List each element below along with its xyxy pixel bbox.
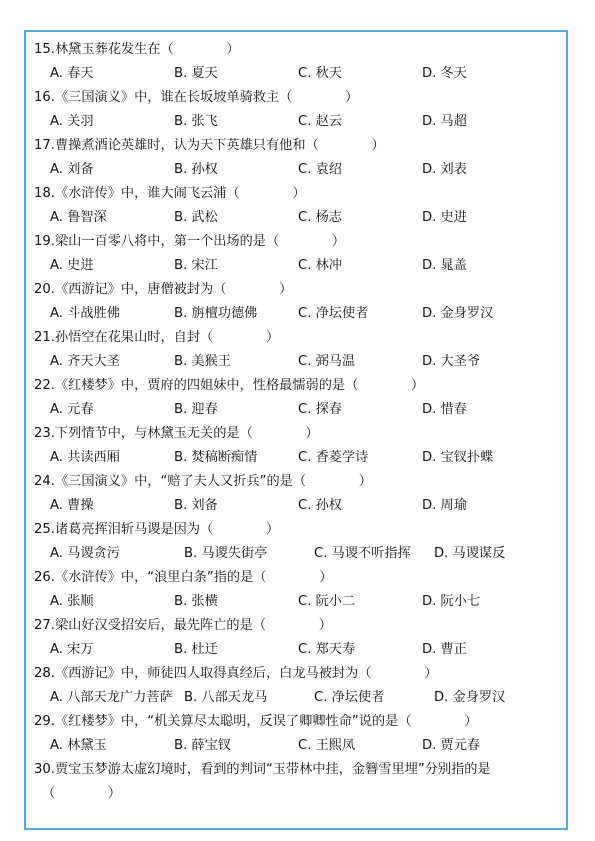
question-sheet: [34, 38, 564, 806]
option-b[interactable]: B. 八部天龙马: [184, 690, 268, 705]
question-25-text: 25.诸葛亮挥泪斩马谡是因为（ ）: [34, 522, 280, 537]
question-30-blank[interactable]: （ ）: [42, 786, 122, 801]
option-c[interactable]: C. 孙权: [298, 498, 342, 513]
option-c[interactable]: C. 马谡不听指挥: [314, 546, 411, 561]
question-28-text: 28.《西游记》中，师徒四人取得真经后，白龙马被封为（ ）: [34, 666, 438, 681]
question-30-text: 30.贾宝玉梦游太虚幻境时，看到的判词“玉带林中挂，金簪雪里埋”分别指的是: [34, 762, 491, 777]
option-d[interactable]: D. 金身罗汉: [434, 690, 506, 705]
option-b[interactable]: B. 张横: [174, 594, 218, 609]
option-b[interactable]: B. 夏天: [174, 66, 218, 81]
option-a[interactable]: A. 斗战胜佛: [50, 306, 120, 321]
option-row: [34, 590, 564, 614]
option-c[interactable]: C. 郑天寿: [298, 642, 356, 657]
option-b[interactable]: B. 焚稿断痴情: [174, 450, 258, 465]
option-row: [34, 110, 564, 134]
option-a[interactable]: A. 史进: [50, 258, 94, 273]
option-d[interactable]: D. 宝钗扑蝶: [422, 450, 494, 465]
option-c[interactable]: C. 林冲: [298, 258, 342, 273]
option-a[interactable]: A. 鲁智深: [50, 210, 107, 225]
option-d[interactable]: D. 周瑜: [422, 498, 467, 513]
option-b[interactable]: B. 杜迁: [174, 642, 218, 657]
option-a[interactable]: A. 马谡贪污: [50, 546, 120, 561]
question-21-text: 21.孙悟空在花果山时，自封（ ）: [34, 330, 280, 345]
option-b[interactable]: B. 宋江: [174, 258, 218, 273]
option-b[interactable]: B. 张飞: [174, 114, 218, 129]
option-b[interactable]: B. 孙权: [174, 162, 218, 177]
option-row: [34, 542, 564, 566]
option-d[interactable]: D. 金身罗汉: [422, 306, 494, 321]
option-row: [34, 446, 564, 470]
question-15-text: 15.林黛玉葬花发生在（ ）: [34, 42, 240, 57]
option-a[interactable]: A. 林黛玉: [50, 738, 107, 753]
option-a[interactable]: A. 元春: [50, 402, 94, 417]
option-row: [34, 158, 564, 182]
question-17-text: 17.曹操煮酒论英雄时，认为天下英雄只有他和（ ）: [34, 138, 385, 153]
option-b[interactable]: B. 迎春: [174, 402, 218, 417]
option-a[interactable]: A. 八部天龙广力菩萨: [50, 690, 173, 705]
question-20-text: 20.《西游记》中，唐僧被封为（ ）: [34, 282, 293, 297]
option-d[interactable]: D. 刘表: [422, 162, 467, 177]
option-b[interactable]: B. 马谡失街亭: [184, 546, 268, 561]
option-c[interactable]: C. 探春: [298, 402, 342, 417]
option-c[interactable]: C. 净坛使者: [298, 306, 369, 321]
option-b[interactable]: B. 刘备: [174, 498, 218, 513]
option-row: [34, 206, 564, 230]
option-row: [34, 254, 564, 278]
question-18-text: 18.《水浒传》中，谁大闹飞云浦（ ）: [34, 186, 306, 201]
option-b[interactable]: B. 武松: [174, 210, 218, 225]
option-c[interactable]: C. 秋天: [298, 66, 342, 81]
option-c[interactable]: C. 王熙凤: [298, 738, 356, 753]
question-29-text: 29.《红楼梦》中，“机关算尽太聪明，反误了卿卿性命”说的是（ ）: [34, 714, 478, 729]
option-d[interactable]: D. 马谡谋反: [434, 546, 506, 561]
option-row: [34, 62, 564, 86]
option-c[interactable]: C. 袁绍: [298, 162, 342, 177]
question-23-text: 23.下列情节中，与林黛玉无关的是（ ）: [34, 426, 319, 441]
option-row: [34, 734, 564, 758]
option-row: [34, 398, 564, 422]
option-b[interactable]: B. 薛宝钗: [174, 738, 231, 753]
option-row: [34, 350, 564, 374]
question-22-text: 22.《红楼梦》中，贾府的四姐妹中，性格最懦弱的是（ ）: [34, 378, 425, 393]
option-a[interactable]: A. 共读西厢: [50, 450, 120, 465]
option-row: [34, 686, 564, 710]
option-a[interactable]: A. 宋万: [50, 642, 94, 657]
option-d[interactable]: D. 惜春: [422, 402, 467, 417]
option-d[interactable]: D. 晁盖: [422, 258, 467, 273]
option-a[interactable]: A. 春天: [50, 66, 94, 81]
question-27-text: 27.梁山好汉受招安后，最先阵亡的是（ ）: [34, 618, 332, 633]
option-c[interactable]: C. 杨志: [298, 210, 342, 225]
question-26-text: 26.《水浒传》中，“浪里白条”指的是（ ）: [34, 570, 333, 585]
option-d[interactable]: D. 大圣爷: [422, 354, 481, 369]
option-c[interactable]: C. 弼马温: [298, 354, 356, 369]
option-d[interactable]: D. 冬天: [422, 66, 467, 81]
option-d[interactable]: D. 贾元春: [422, 738, 481, 753]
option-c[interactable]: C. 赵云: [298, 114, 342, 129]
option-row: [34, 638, 564, 662]
option-row: [34, 494, 564, 518]
option-d[interactable]: D. 阮小七: [422, 594, 481, 609]
option-a[interactable]: A. 曹操: [50, 498, 94, 513]
option-c[interactable]: C. 阮小二: [298, 594, 356, 609]
option-a[interactable]: A. 刘备: [50, 162, 94, 177]
option-a[interactable]: A. 齐天大圣: [50, 354, 120, 369]
option-c[interactable]: C. 香菱学诗: [298, 450, 369, 465]
option-row: [34, 302, 564, 326]
option-d[interactable]: D. 马超: [422, 114, 467, 129]
question-list: [34, 38, 564, 758]
option-d[interactable]: D. 史进: [422, 210, 467, 225]
option-a[interactable]: A. 张顺: [50, 594, 94, 609]
option-c[interactable]: C. 净坛使者: [314, 690, 385, 705]
option-b[interactable]: B. 旃檀功德佛: [174, 306, 258, 321]
option-a[interactable]: A. 关羽: [50, 114, 94, 129]
question-24-text: 24.《三国演义》中，“赔了夫人又折兵”的是（ ）: [34, 474, 372, 489]
option-b[interactable]: B. 美猴王: [174, 354, 231, 369]
option-d[interactable]: D. 曹正: [422, 642, 467, 657]
question-16-text: 16.《三国演义》中，谁在长坂坡单骑救主（ ）: [34, 90, 359, 105]
question-19-text: 19.梁山一百零八将中，第一个出场的是（ ）: [34, 234, 346, 249]
